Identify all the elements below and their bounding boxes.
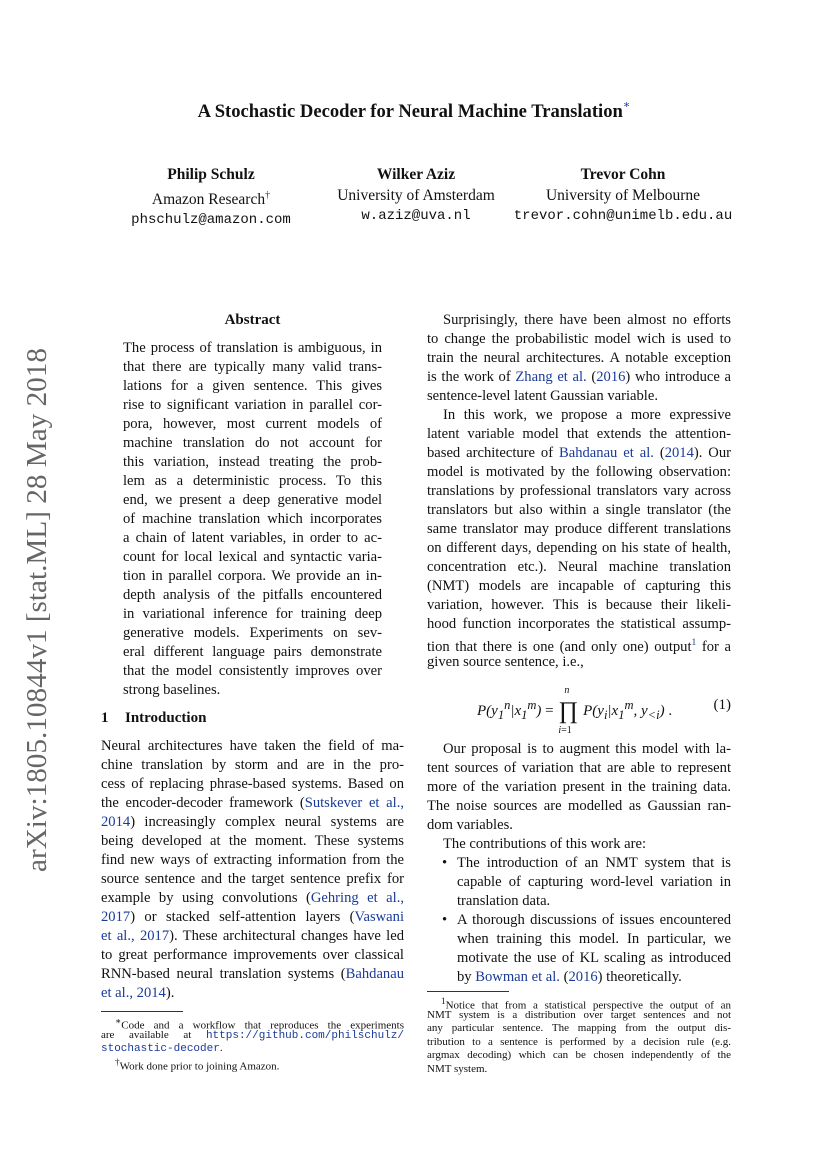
text-line: generative models. Experiments on sev-: [123, 625, 382, 641]
affiliation-footnote-mark[interactable]: †: [265, 189, 271, 201]
citation-link[interactable]: 2014: [664, 445, 694, 461]
author-email: trevor.cohn@unimelb.edu.au: [513, 208, 733, 224]
footnote-period: .: [219, 1042, 223, 1054]
equation-expression: $P(y_1^n|x_1^m)$ = n ∏ i=1 $P(y_i|x_1^m$, $y_{<i}$) .: [477, 685, 673, 736]
equation-1: [427, 678, 731, 736]
text-line: same translator may produce different translations: [427, 521, 731, 537]
text-line: given source sentence, i.e.,: [427, 654, 584, 670]
text-line: lem as a deterministic process. To this: [123, 473, 382, 489]
text-line: RNN-based neural translation systems (Bahdanau: [101, 966, 404, 982]
text-line: tion in parallel corpora. We provide an in-: [123, 568, 382, 584]
citation-link[interactable]: Gehring et al.,: [310, 890, 404, 906]
author-email: w.aziz@uva.nl: [361, 208, 471, 224]
text-line: pora, however, most current models of: [123, 416, 382, 432]
text-line: hood function incorporates the statistical assump-: [427, 616, 731, 632]
citation-link[interactable]: Sutskever et al.,: [304, 795, 404, 811]
citation-link[interactable]: 2017: [101, 909, 131, 925]
footnote-divider: [101, 1011, 183, 1012]
text-line: end, we present a deep generative model: [123, 492, 382, 508]
citation-link[interactable]: 2014: [101, 814, 131, 830]
text-line: 2017) or stacked self-attention layers (Vaswani: [101, 909, 404, 925]
text-line: variation, however. This is because their likeli-: [427, 597, 731, 613]
abstract-heading: Abstract: [224, 312, 281, 328]
text-line: being developed at the moment. These systems: [101, 833, 404, 849]
footnote-mark: ∗: [115, 1016, 122, 1026]
text-line: (NMT) models are incapable of capturing this: [427, 578, 731, 594]
text-line: sentence-level latent Gaussian variable.: [427, 388, 658, 404]
footnote-text: Code and a workflow that reproduces the experiments: [121, 1019, 404, 1032]
text-line: The introduction of an NMT system that is: [457, 855, 731, 871]
text-line: the encoder-decoder framework (Sutskever et al.,: [101, 795, 404, 811]
text-line: find new ways of extracting information from the: [101, 852, 404, 868]
footnote-line: tribution to a sentence is performed by a decision rule (e.g.: [427, 1035, 731, 1048]
footnote-line: NMT system.: [427, 1062, 488, 1075]
citation-link[interactable]: et al., 2017: [101, 928, 170, 944]
text-line: The noise sources are modelled as Gaussian ran-: [427, 798, 731, 814]
text-line: et al., 2014).: [101, 985, 175, 1001]
paragraph-this-work: [427, 406, 731, 672]
text-line: capable of capturing word-level variation in: [457, 874, 731, 890]
footnote-mark-1[interactable]: 1: [691, 638, 697, 648]
citation-link[interactable]: Bahdanau et al.: [559, 445, 654, 461]
text-line: eral different language pairs demonstrate: [123, 644, 382, 660]
contribution-bullet-1: [427, 854, 731, 911]
paragraph-proposal: [427, 740, 731, 835]
author-name: Wilker Aziz: [376, 166, 456, 183]
text-line: on different days, depending on his state of health,: [427, 540, 731, 556]
arxiv-identifier: arXiv:1805.10844v1 [stat.ML] 28 May 2018: [21, 351, 53, 872]
footnote-line: NMT system is a distribution over target sentences and not: [427, 1008, 731, 1021]
citation-link[interactable]: Bahdanau: [345, 966, 404, 982]
author-affiliation: Amazon Research: [151, 190, 266, 208]
text-line: cess of replacing phrase-based systems. Based on: [101, 776, 404, 792]
author-email: phschulz@amazon.com: [131, 212, 291, 229]
equation-number: (1): [713, 697, 731, 713]
text-line: Surprisingly, there have been almost no efforts: [443, 312, 731, 328]
text-line: that the model consistently improves over: [123, 663, 382, 679]
text-line: count for local lexical and syntactic varia-: [123, 549, 382, 565]
repository-link[interactable]: https://github.com/philschulz/: [205, 1029, 404, 1042]
footnote-line: argmax decoding) which can be chosen independently of the: [427, 1049, 731, 1061]
text-line: to change the probabilistic model wich is used to: [427, 331, 731, 347]
text-line: example by using convolutions (Gehring et al.,: [101, 890, 404, 906]
contributions-intro: The contributions of this work are:: [443, 836, 647, 852]
text-line: source sentence and the target sentence prefix for: [101, 871, 404, 887]
text-line: this variation, instead treating the prob-: [123, 454, 382, 470]
title-footnote-mark[interactable]: ∗: [622, 99, 631, 111]
citation-link[interactable]: Bowman et al.: [475, 969, 560, 985]
footnote-line: any particular sentence. The mapping from the output dis-: [427, 1022, 731, 1034]
text-line: by Bowman et al. (2016) theoretically.: [457, 969, 682, 985]
footnote-line: $^1$Notice that from a statistical perspective the output of an: [441, 996, 731, 1012]
text-line: that there are typically many valid trans-: [123, 359, 382, 375]
text-line: depth analysis of the pitfalls encountered: [123, 587, 382, 603]
text-line: A thorough discussions of issues encountered: [457, 912, 731, 928]
text-line: tent sources of variation that are able to represent: [427, 760, 731, 776]
text-line: 2014) increasingly complex neural systems are: [101, 814, 404, 830]
text-line: In this work, we propose a more expressive: [443, 407, 731, 423]
introduction-body: [101, 737, 404, 1003]
left-column: [101, 311, 404, 1073]
text-line: dom variables.: [427, 817, 513, 833]
text-line: Neural architectures have taken the field of ma-: [101, 738, 404, 754]
author-block-1: [120, 165, 302, 231]
text-line: translators but also within a single translator (the: [427, 502, 731, 518]
section-title-text: Introduction: [125, 710, 207, 726]
text-line: more of the variation present in the training data.: [427, 779, 731, 795]
citation-link[interactable]: Vaswani: [354, 909, 404, 925]
text-line: lations for a given sentence. This gives: [123, 378, 382, 394]
repository-link-continued[interactable]: stochastic-decoder: [101, 1043, 220, 1055]
text-line: Our proposal is to augment this model with la-: [443, 741, 731, 757]
text-line: motivate the use of KL scaling as introduced: [457, 950, 731, 966]
author-name: Philip Schulz: [167, 166, 255, 183]
text-line: concentration etc.). Neural machine translation: [427, 559, 731, 575]
text-line: in variational inference for training deep: [123, 606, 382, 622]
author-affiliation: University of Melbourne: [545, 186, 701, 204]
footnote-text: Work done prior to joining Amazon.: [119, 1060, 280, 1073]
bullet-dot: •: [442, 912, 448, 928]
section-number: 1: [101, 710, 109, 726]
citation-link[interactable]: Zhang et al.: [515, 369, 587, 385]
citation-link[interactable]: 2016: [568, 969, 598, 985]
text-line: latent variable model that extends the attention-: [427, 426, 731, 442]
footnote-text: are available at: [101, 1028, 192, 1041]
right-column: [427, 311, 731, 1076]
footnote-divider: [427, 991, 509, 992]
footnote-1: [427, 995, 731, 1076]
text-line: tion that there is one (and only one) output$^1$ for a: [427, 638, 731, 655]
text-line: of machine translation which incorporates: [123, 511, 382, 527]
citation-link[interactable]: 2016: [596, 369, 626, 385]
abstract-body: [101, 339, 404, 700]
text-line: is the work of Zhang et al. (2016) who introduce a: [427, 369, 731, 385]
text-line: strong baselines.: [123, 682, 221, 698]
title-text: A Stochastic Decoder for Neural Machine Translation: [197, 101, 623, 123]
text-line: machine translation do not account for: [123, 435, 382, 451]
footnote-mark: †: [115, 1056, 120, 1067]
text-line: to great performance improvements over classical: [101, 947, 404, 963]
section-heading-introduction: [101, 709, 404, 728]
text-line: based architecture of Bahdanau et al. (2014). Our: [427, 445, 731, 461]
author-block-3: [505, 165, 741, 227]
text-line: translations by professional translators vary across: [427, 483, 731, 499]
text-line: train the neural architectures. A notable exception: [427, 350, 731, 366]
bullet-dot: •: [442, 855, 448, 871]
paragraph-surprisingly: [427, 311, 731, 406]
contribution-bullet-2: [427, 911, 731, 987]
text-line: The process of translation is ambiguous, in: [123, 340, 382, 356]
author-affiliation: University of Amsterdam: [337, 186, 495, 204]
footnote-amazon: [101, 1056, 404, 1073]
text-line: model is motivated by the following observation:: [427, 464, 731, 480]
citation-link[interactable]: et al., 2014: [101, 985, 166, 1001]
arxiv-stamp: [18, 348, 54, 872]
author-name: Trevor Cohn: [580, 166, 666, 183]
footnote-code: [101, 1015, 404, 1056]
paper-title: [100, 95, 728, 124]
text-line: chine translation by storm and are in the pro-: [101, 757, 404, 773]
text-line: translation data.: [457, 893, 551, 909]
text-line: a chain of latent variables, in order to ac-: [123, 530, 382, 546]
text-line: et al., 2017). These architectural changes have led: [101, 928, 404, 944]
text-line: rise to significant variation in parallel cor-: [123, 397, 382, 413]
text-line: when training this model. In particular, we: [457, 931, 731, 947]
author-block-2: [322, 165, 510, 227]
